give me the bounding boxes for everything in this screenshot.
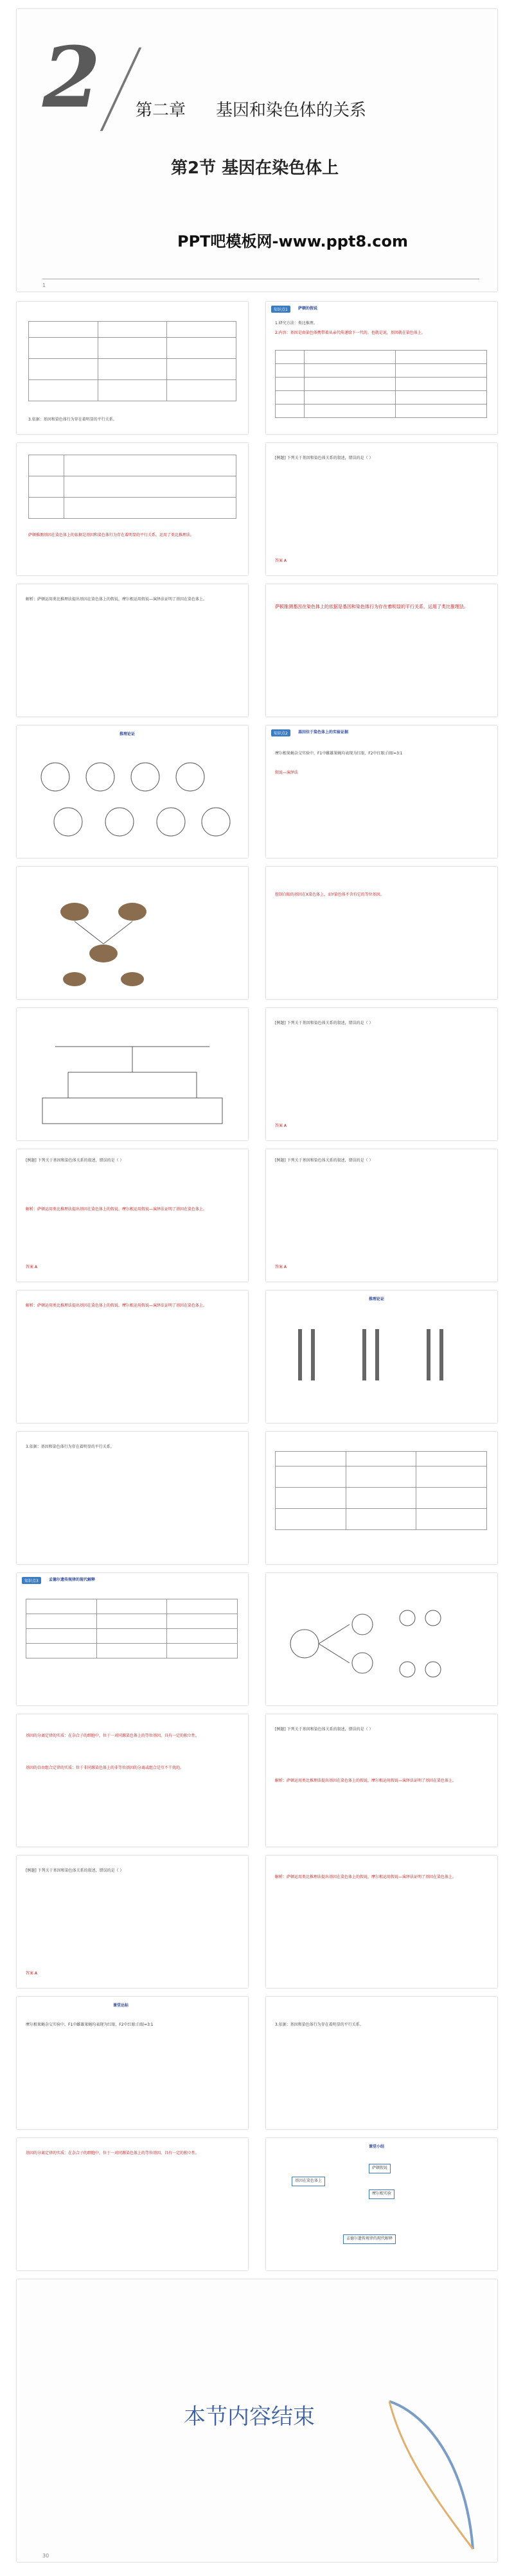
section-title: 第2节 基因在染色体上	[171, 159, 339, 178]
method-table	[275, 1451, 487, 1530]
slide-law-sep	[17, 1714, 248, 1847]
module-title-3: 孟德尔遗传规律的现代解释	[49, 1578, 96, 1582]
red-analysis-3: 解析：萨顿运用类比推理法提出基因在染色体上的假说，摩尔根运用假说—演绎法证明了基因在染色体上。	[26, 1207, 208, 1212]
analysis-5: 解析：萨顿运用类比推理法提出基因在染色体上的假说，摩尔根运用假说—演绎法证明了基因在染色体上。	[275, 1779, 457, 1783]
slide-genotype	[17, 1008, 248, 1140]
slide-example-5	[266, 1714, 497, 1847]
watermark: PPT吧模板网-www.ppt8.com	[177, 232, 408, 250]
answer-4: 答案 A	[275, 1265, 287, 1269]
title-slide	[17, 9, 497, 292]
slide-example-4	[266, 1149, 497, 1282]
slide-law-diagram	[266, 1573, 497, 1705]
slide-module-2	[266, 726, 497, 858]
morgan-question: 摩尔根果蝇杂交实验中，F1中雌雄果蝇均表现为红眼，F2中红眼∶白眼=3∶1	[275, 751, 403, 756]
slide-summary-text	[17, 2138, 248, 2270]
fly-cross-diagram	[36, 892, 229, 989]
slide-analysis-6	[266, 1856, 497, 1988]
genotype-diagram	[30, 1027, 235, 1130]
slide-summary	[266, 2138, 497, 2270]
sutton-method: 1.研究方法：类比推理。	[275, 321, 317, 326]
example-question-4: [例题] 下列关于基因和染色体关系的叙述，错误的是（ ）	[275, 1158, 373, 1163]
analysis-1: 解析：萨顿运用类比推理法提出基因在染色体上的假说，摩尔根运用假说—演绎法证明了基因在染色体上。	[26, 597, 208, 602]
chromosome-diagram	[285, 1323, 478, 1400]
chapter-label: 第二章	[136, 101, 186, 120]
slide-red-analysis	[266, 584, 497, 717]
summary-box-2: 萨顿假说	[369, 2164, 391, 2173]
slide-analysis-1	[17, 584, 248, 717]
slide-module-3	[17, 1573, 248, 1705]
comparison-table	[28, 321, 236, 401]
answer-2: 答案 A	[275, 1124, 287, 1128]
grid-answer: 3.依据：基因和染色体行为存在着明显的平行关系。	[275, 2023, 364, 2027]
slide-analysis-4	[17, 1291, 248, 1423]
slide-chromosome	[266, 1291, 497, 1423]
infer-heading-2: 推理论证	[369, 1297, 385, 1301]
slide-example-3	[17, 1149, 248, 1282]
answer-6: 答案 A	[26, 1971, 38, 1976]
summary-box-4: 孟德尔遗传规律的现代解释	[343, 2234, 396, 2244]
slide-grid-heading	[17, 1997, 248, 2129]
slide-cell-diagram	[17, 726, 248, 858]
table-caption: 3.依据：基因和染色体行为存在着明显的平行关系。	[28, 417, 117, 422]
law-free: 基因的自由组合定律的实质：位于非同源染色体上的非等位基因的分离或组合是互不干扰的。	[26, 1766, 184, 1770]
morgan-answer: 控制白眼的基因在X染色体上，而Y染色体不含有它的等位基因。	[275, 892, 384, 897]
module-badge-1: 知识点1	[271, 306, 290, 313]
analysis-6: 解析：萨顿运用类比推理法提出基因在染色体上的假说，摩尔根运用假说—演绎法证明了基因在染色体上。	[275, 1875, 457, 1879]
answer-1: 答案 A	[275, 559, 287, 563]
fill-table	[28, 455, 236, 519]
module-badge-3: 知识点3	[22, 1577, 41, 1584]
example-question-6: [例题] 下列关于基因和染色体关系的叙述，错误的是（ ）	[26, 1868, 124, 1873]
cell-diagram	[30, 751, 235, 848]
slide-sutton	[266, 302, 497, 434]
summary-heading: 课堂小结	[369, 2145, 385, 2149]
example-question-2: [例题] 下列关于基因和染色体关系的叙述，错误的是（ ）	[275, 1021, 373, 1025]
summary-box-3: 摩尔根实验	[369, 2189, 394, 2199]
end-page-number: 30	[42, 2553, 49, 2559]
red-analysis: 萨顿推测基因在染色体上的依据是基因和染色体行为存在着明显的平行关系，运用了类比推理法。	[275, 604, 468, 609]
grid-heading: 课堂达标	[113, 2003, 129, 2008]
slide-fill-blank	[17, 443, 248, 575]
slide-knowledge	[17, 1432, 248, 1564]
answer-3: 答案 A	[26, 1265, 38, 1269]
slide-grid-answer	[266, 1997, 497, 2129]
page-number: 1	[42, 283, 46, 288]
feather-decoration	[377, 2389, 479, 2555]
slide-morgan-answer	[266, 867, 497, 999]
knowledge-text: 3.依据：基因和染色体行为存在着明显的平行关系。	[26, 1445, 114, 1449]
slide-fly-cross	[17, 867, 248, 999]
red-note-1: 萨顿推测基因在染色体上的依据是基因和染色体行为存在着明显的平行关系，运用了类比推理法。	[28, 533, 195, 537]
summary-box-1: 基因在染色体上	[292, 2177, 325, 2186]
chapter-title: 基因和染色体的关系	[216, 101, 367, 120]
summary-note: 基因的分离定律的实质：在杂合子的细胞中，位于一对同源染色体上的等位基因，具有一定的独立性。	[26, 2151, 200, 2155]
analysis-4: 解析：萨顿运用类比推理法提出基因在染色体上的假说，摩尔根运用假说—演绎法证明了基因在染色体上。	[26, 1303, 208, 1308]
chapter-number: 2	[42, 28, 101, 126]
law-sep: 基因的分离定律的实质：在杂合子的细胞中，位于一对同源染色体上的等位基因，具有一定的独立性。	[26, 1734, 200, 1738]
module-badge-2: 知识点2	[271, 729, 290, 736]
example-question-3: [例题] 下列关于基因和染色体关系的叙述，错误的是（ ）	[26, 1158, 124, 1163]
law-table	[26, 1599, 238, 1658]
module-title-1: 萨顿的假说	[298, 306, 318, 311]
grid-question: 摩尔根果蝇杂交实验中，F1中雌雄果蝇均表现为红眼，F2中红眼∶白眼=3∶1	[26, 2023, 154, 2027]
example-question-5: [例题] 下列关于基因和染色体关系的叙述，错误的是（ ）	[275, 1727, 373, 1732]
slide-example-1	[266, 443, 497, 575]
module-title-2: 基因位于染色体上的实验证据	[298, 730, 349, 735]
law-diagram	[279, 1599, 484, 1689]
slide-method-table	[266, 1432, 497, 1564]
slide-example-2	[266, 1008, 497, 1140]
slide-table-1	[17, 302, 248, 434]
slide-example-6	[17, 1856, 248, 1988]
end-title: 本节内容结束	[184, 2404, 315, 2430]
sutton-content: 2.内容：基因是由染色体携带着从亲代传递给下一代的。也就是说，基因就在染色体上。	[275, 331, 425, 335]
sutton-table	[275, 350, 487, 418]
example-question: [例题] 下列关于基因和染色体关系的叙述，错误的是（ ）	[275, 456, 373, 460]
infer-heading-1: 推理论证	[120, 732, 136, 736]
red-note-2: 假说—演绎法	[275, 770, 299, 775]
end-slide	[17, 2279, 497, 2562]
